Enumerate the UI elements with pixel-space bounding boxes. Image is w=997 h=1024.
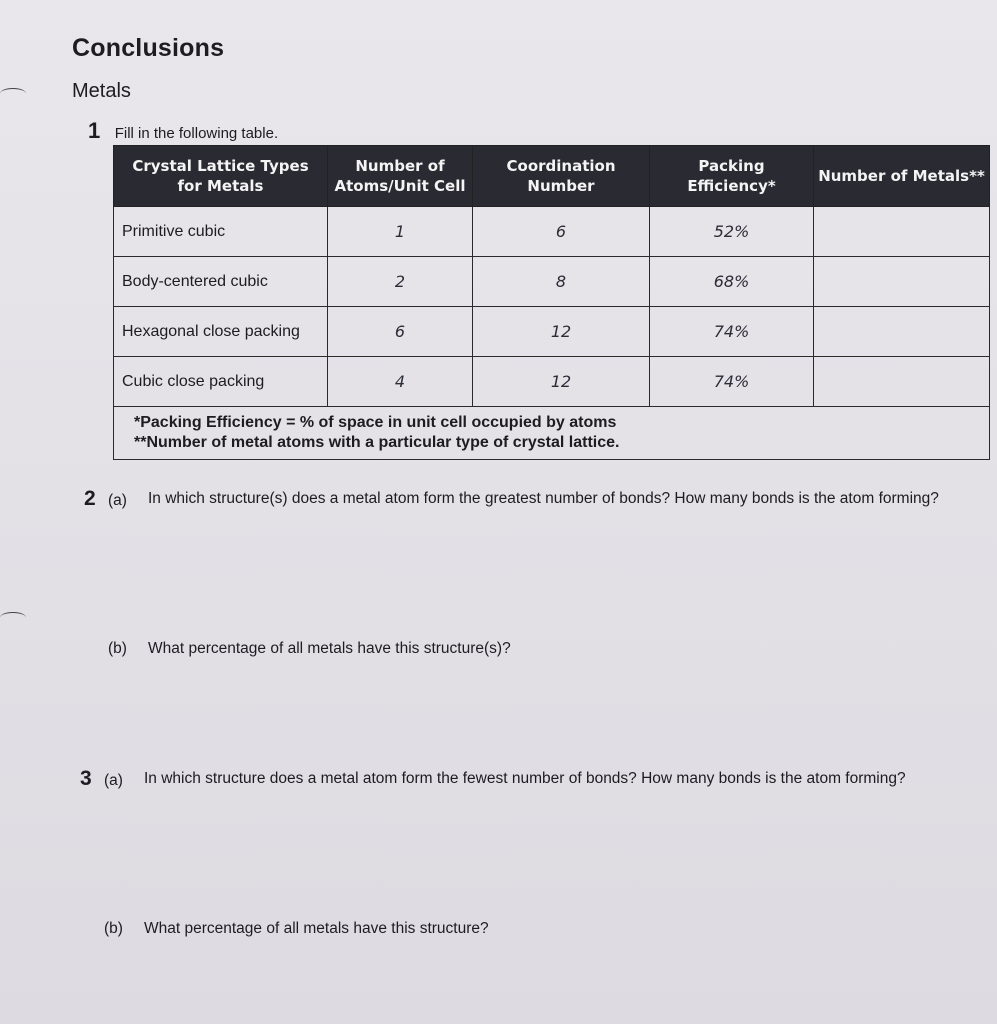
question-number: 1: [88, 118, 101, 143]
question-part-label: (b): [104, 920, 123, 937]
coordination-answer[interactable]: 12: [473, 357, 650, 407]
question-part-label: (a): [104, 772, 123, 789]
number-of-metals-answer[interactable]: [814, 357, 990, 407]
table-header-row: [114, 146, 990, 207]
question-text: In which structure(s) does a metal atom form the greatest number of bonds? How many bonds is the atom forming?: [148, 490, 939, 507]
answer-area[interactable]: [145, 946, 945, 1016]
packing-efficiency-answer[interactable]: 74%: [650, 357, 814, 407]
packing-efficiency-answer[interactable]: 74%: [650, 307, 814, 357]
question-number: 3: [80, 767, 92, 790]
table-row: [114, 357, 990, 407]
coordination-answer[interactable]: 8: [473, 257, 650, 307]
question-3a: [80, 768, 970, 791]
question-1: [88, 118, 278, 144]
coordination-answer[interactable]: 6: [473, 207, 650, 257]
number-of-metals-answer[interactable]: [814, 207, 990, 257]
lattice-type-cell: Primitive cubic: [114, 207, 328, 257]
atoms-per-cell-answer[interactable]: 2: [328, 257, 473, 307]
question-3b: [104, 918, 964, 939]
packing-efficiency-answer[interactable]: 68%: [650, 257, 814, 307]
answer-area[interactable]: [148, 668, 948, 758]
number-of-metals-answer[interactable]: [814, 257, 990, 307]
coordination-answer[interactable]: 12: [473, 307, 650, 357]
question-part-label: (a): [108, 492, 127, 509]
question-2b: [108, 638, 968, 659]
atoms-per-cell-answer[interactable]: 6: [328, 307, 473, 357]
column-header-number-of-metals: Number of Metals**: [814, 146, 990, 207]
question-2a: [84, 488, 964, 511]
answer-area[interactable]: [148, 540, 948, 630]
section-subtitle: Metals: [72, 80, 131, 102]
question-text: Fill in the following table.: [114, 125, 279, 142]
column-header-atoms-per-cell: Number of Atoms/Unit Cell: [328, 146, 473, 207]
lattice-type-cell: Cubic close packing: [114, 357, 328, 407]
atoms-per-cell-answer[interactable]: 1: [328, 207, 473, 257]
page-title: Conclusions: [72, 34, 225, 62]
table-footnotes: [114, 407, 990, 460]
question-text: In which structure does a metal atom form the fewest number of bonds? How many bonds is the atom forming?: [144, 770, 906, 787]
question-number: 2: [84, 487, 96, 510]
table-footnote-row: [114, 407, 990, 460]
packing-efficiency-answer[interactable]: 52%: [650, 207, 814, 257]
atoms-per-cell-answer[interactable]: 4: [328, 357, 473, 407]
table-row: [114, 307, 990, 357]
question-text: What percentage of all metals have this structure?: [144, 920, 489, 937]
lattice-type-cell: Body-centered cubic: [114, 257, 328, 307]
margin-pencil-mark: [0, 88, 26, 99]
footnote-packing-efficiency: *Packing Efficiency = % of space in unit cell occupied by atoms: [134, 414, 617, 431]
column-header-coordination: Coordination Number: [473, 146, 650, 207]
column-header-lattice-type: Crystal Lattice Types for Metals: [114, 146, 328, 207]
table-row: [114, 257, 990, 307]
answer-area[interactable]: [145, 818, 945, 908]
column-header-packing-efficiency: Packing Efficiency*: [650, 146, 814, 207]
table-row: [114, 207, 990, 257]
question-text: What percentage of all metals have this structure(s)?: [148, 640, 511, 657]
number-of-metals-answer[interactable]: [814, 307, 990, 357]
question-part-label: (b): [108, 640, 127, 657]
footnote-number-of-metals: **Number of metal atoms with a particular type of crystal lattice.: [134, 434, 620, 451]
lattice-type-cell: Hexagonal close packing: [114, 307, 328, 357]
lattice-table: [113, 145, 990, 460]
margin-pencil-mark: [0, 612, 26, 623]
